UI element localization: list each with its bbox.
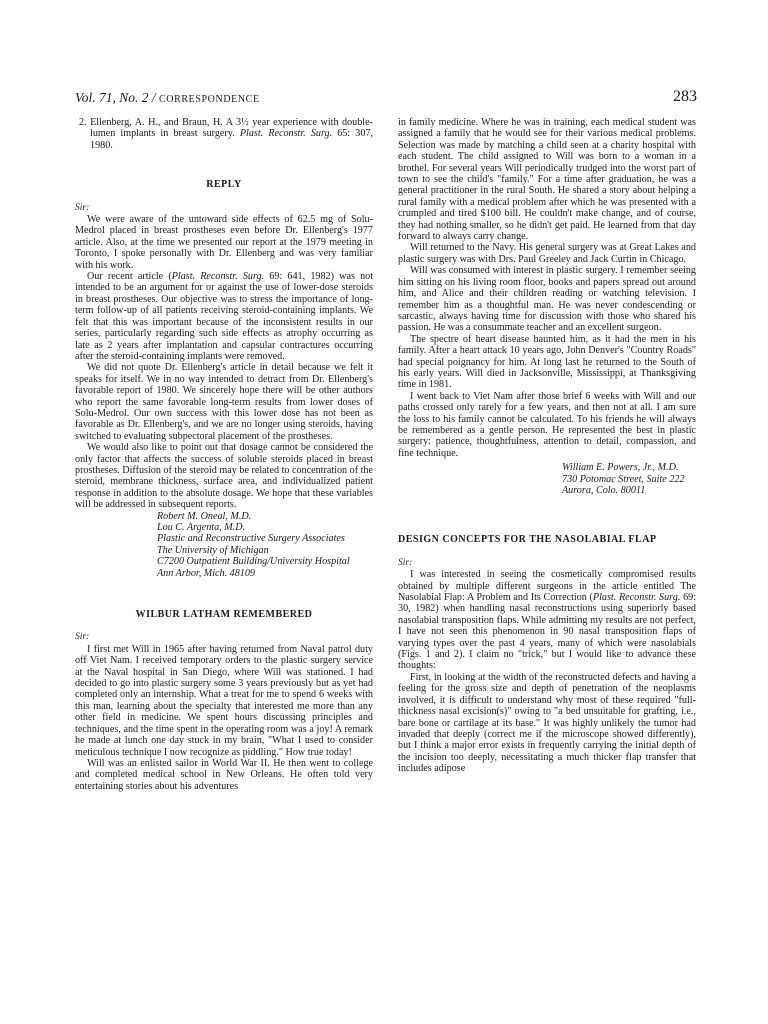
reply-salutation: Sir:: [75, 202, 90, 213]
reply-paragraph: We would also like to point out that dosage cannot be considered the only factor that affects the success of soluble steroids placed in breast prostheses. Diffusion of the steroid may be related to concentration of the steroid, membrane thickness, surface area, and individualized patient response in addition to the absolute dosage. We hope that these variables will be addressed in subsequent reports.: [75, 442, 373, 511]
reply-paragraph: We were aware of the untoward side effects of 62.5 mg of Solu-Medrol placed in breast prostheses even before Dr. Ellenberg's 1977 article. Also, at the time we presented our report at the 1979 meeting in Toronto, I spoke personally with Dr. Ellenberg and was very familiar with his work.: [75, 214, 373, 271]
signature-line: Plastic and Reconstructive Surgery Associates: [157, 533, 345, 545]
running-head: [75, 90, 260, 106]
reply-heading: REPLY: [206, 179, 242, 191]
wilbur-signature: [398, 462, 696, 496]
wilbur-paragraph: I first met Will in 1965 after having returned from Naval patrol duty off Viet Nam. I received temporary orders to the plastic surgery service at the Naval hospital in San Diego, where Will was stationed. I had decided to go into plastic surgery some 3 years previously but as yet had completed only an internship. What a treat for me to spend 6 weeks with this man, learning about the specialty that interested me more than any other field in medicine. We spent hours discussing principles and techniques, and the time spent in the operating room was a joy! A remark he made at lunch one day stuck in my brain, "What I used to consider meticulous technique I now recognize as piddling." How true today!: [75, 643, 373, 758]
signature-line: Robert M. Oneal, M.D.: [157, 510, 252, 522]
nasolabial-heading: DESIGN CONCEPTS FOR THE NASOLABIAL FLAP: [398, 534, 657, 546]
signature-line: William E. Powers, Jr., M.D.: [562, 462, 679, 474]
reply-paragraph: We did not quote Dr. Ellenberg's article in detail because we felt it speaks for itself. We in no way intended to detract from Dr. Ellenberg's favorable report of 1980. We sincerely hope there will be other authors who report the same favorable long-term results from lower doses of Solu-Medrol. Our own success with this lower dose has not been as favorable as Dr. Ellenberg's, and we are no longer using steroids, having switched to evaluating subpectoral placement of the prostheses.: [75, 362, 373, 442]
wilbur-paragraph-start: Will was an enlisted sailor in World War II. He then went to college and completed medical school in New Orleans. He often told very entertaining stories about his adventures: [75, 757, 373, 792]
signature-line: Lou C. Argenta, M.D.: [157, 522, 246, 533]
nasolabial-salutation: Sir:: [398, 557, 413, 568]
section-label: CORRESPONDENCE: [159, 94, 260, 105]
wilbur-paragraph: I went back to Viet Nam after those brief 6 weeks with Will and our paths crossed only rarely for a few years, and then not at all. I am sure the loss to his family cannot be calculated. To his friends he will always be remembered as a gentle person. He represented the best in plastic surgery: patience, thoughtfulness, attention to detail, compassion, and fine technique.: [398, 390, 696, 459]
signature-line: Ann Arbor, Mich. 48109: [157, 567, 255, 579]
wilbur-salutation: Sir:: [75, 632, 90, 643]
wilbur-heading: WILBUR LATHAM REMEMBERED: [135, 609, 313, 621]
right-column: [398, 117, 696, 775]
page-number: 283: [673, 88, 697, 105]
signature-line: 730 Potomac Street, Suite 222: [562, 473, 685, 485]
nasolabial-paragraph: First, in looking at the width of the reconstructed defects and having a feeling for the gross size and depth of penetration of the neoplasms involved, it is difficult to understand why most of these required "full-thickness nasal excision(s)" owing to "a bed unsuitable for grafting, i.e., bare bone or cartilage at its base." It was highly unlikely the tumor had invaded that deeply (correct me if the microscope showed differently), but I think a major error exists in frequently carrying the initial depth of the incision too deeply, necessitating a much thicker flap transfer that includes adipose: [398, 671, 696, 775]
signature-line: C7200 Outpatient Building/University Hospital: [157, 556, 350, 568]
reply-paragraph: Our recent article (Plast. Reconstr. Surg. 69: 641, 1982) was not intended to be an argument for or against the use of lower-dose steroids in breast prostheses. Our objective was to stress the importance of long-term follow-up of all patients receiving steroid-containing implants. We felt that this was important because of the inconsistent results in our series, particularly regarding such side effects as atrophy occurring as late as 2 years after implantation and capsular contractures occurring after the steroid-containing implants were removed.: [75, 271, 374, 362]
nasolabial-paragraph: I was interested in seeing the cosmetically compromised results obtained by multiple different surgeons in the article entitled The Nasolabial Flap: A Problem and Its Correction (Plast. Reconstr. Surg. 69: 30, 1982) when handling nasal reconstructions using superiorly based nasolabial transposition flaps. While admitting my results are not perfect, I have not seen this phenomenon in 90 nasal transposition flaps of varying types over the past 4 years, many of which were nasolabials (Figs. 1 and 2). I claim no "trick," but I would like to advance these thoughts:: [398, 569, 697, 672]
volume-label: Vol. 71, No. 2 /: [75, 90, 156, 105]
wilbur-paragraph-continued: in family medicine. Where he was in training, each medical student was assigned a family that he would see for their various medical problems. Selection was made by matching a child seen at a charity hospital with each student. The child assigned to Will was born to a woman in a brothel. For several years Will periodically trudged into the worst part of town to see the child's "family." For a time after graduation, he was a general practitioner in the rural South. He shared a story about helping a rural family with a medical problem after which he was presented with a crumpled and tired $100 bill. He couldn't make change, and of course, they had nothing smaller, so he didn't get paid. He learned from that day forward to always carry change.: [398, 117, 696, 243]
signature-line: Aurora, Colo. 80011: [562, 485, 646, 496]
wilbur-paragraph: Will returned to the Navy. His general surgery was at Great Lakes and plastic surgery was with Drs. Paul Greeley and Jack Curtin in Chicago.: [398, 242, 696, 265]
reply-signature: [75, 511, 373, 579]
left-column: [75, 117, 373, 792]
signature-line: The University of Michigan: [157, 544, 269, 556]
wilbur-paragraph: Will was consumed with interest in plastic surgery. I remember seeing him sitting on his living room floor, books and papers spread out around him, and Alice and their children reading or watching television. I remember him as a thoughtful man. He was never condescending or sarcastic, always having time for discussion with those who shared his passion. He was a consummate teacher and an excellent surgeon.: [398, 265, 696, 334]
wilbur-paragraph: The spectre of heart disease haunted him, as it had the men in his family. After a heart attack 10 years ago, John Denver's "Country Roads" had special poignancy for him. At long last he returned to the South of his early years. Will died in Jacksonville, Mississippi, at Thanksgiving time in 1981.: [398, 333, 696, 391]
reference-2: 2. Ellenberg, A. H., and Braun, H. A 3½ year experience with double-lumen implants in breast surgery. Plast. Reconstr. Surg. 65: 307, 1980.: [79, 117, 374, 151]
running-header: [75, 90, 697, 112]
